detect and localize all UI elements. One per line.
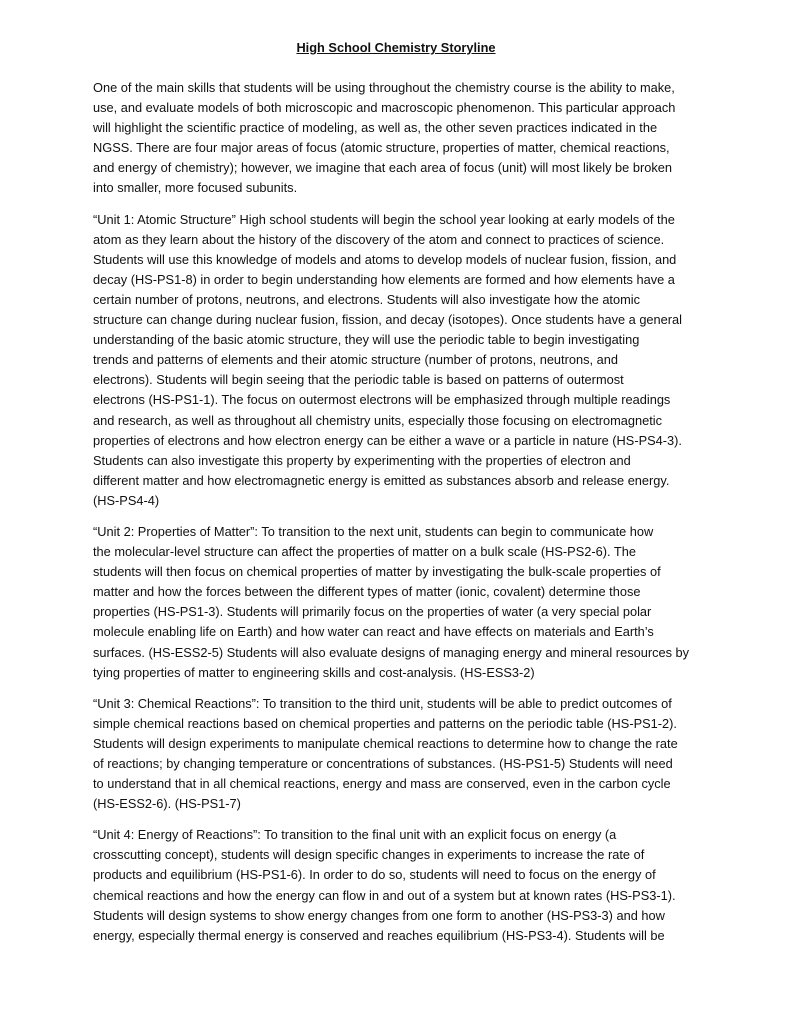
text-line: use, and evaluate models of both microscopic and macroscopic phenomenon. This particular approach: [93, 100, 676, 116]
intro-paragraph: [93, 78, 699, 199]
text-line: students will then focus on chemical properties of matter by investigating the bulk-scale properties of: [93, 564, 661, 580]
text-line: different matter and how electromagnetic energy is emitted as substances absorb and release energy.: [93, 472, 670, 488]
text-line: “Unit 4: Energy of Reactions”: To transition to the final unit with an explicit focus on energy (a: [93, 827, 617, 843]
text-line: electrons). Students will begin seeing that the periodic table is based on patterns of outermost: [93, 372, 624, 388]
text-line: into smaller, more focused subunits.: [93, 180, 298, 196]
text-line: atom as they learn about the history of the discovery of the atom and connect to practices of science.: [93, 231, 665, 247]
text-line: Students will design systems to show energy changes from one form to another (HS-PS3-3) and how: [93, 907, 665, 923]
text-line: surfaces. (HS-ESS2-5) Students will also evaluate designs of managing energy and mineral resources by: [93, 644, 690, 660]
text-line: crosscutting concept), students will design specific changes in experiments to increase the rate of: [93, 847, 645, 863]
text-line: simple chemical reactions based on chemical properties and patterns on the periodic table (HS-PS1-2).: [93, 715, 677, 731]
text-line: understanding of the basic atomic structure, they will use the periodic table to begin investigating: [93, 332, 640, 348]
document-title: High School Chemistry Storyline: [296, 40, 496, 55]
text-line: certain number of protons, neutrons, and electrons. Students will also investigate how the atomic: [93, 291, 641, 307]
text-line: decay (HS-PS1-8) in order to begin understanding how elements are formed and how elements have a: [93, 271, 675, 287]
text-line: energy, especially thermal energy is conserved and reaches equilibrium (HS-PS3-4). Students will be: [93, 927, 665, 943]
unit-2-paragraph: [93, 522, 699, 683]
text-line: matter and how the forces between the different types of matter (ionic, covalent) determine those: [93, 584, 641, 600]
text-line: molecule enabling life on Earth) and how water can react and have effects on materials and Earth’s: [93, 624, 654, 640]
text-line: properties (HS-PS1-3). Students will primarily focus on the properties of water (a very special polar: [93, 604, 652, 620]
text-line: the molecular-level structure can affect the properties of matter on a bulk scale (HS-PS2-6). The: [93, 544, 636, 560]
text-line: of reactions; by changing temperature or concentrations of substances. (HS-PS1-5) Students will need: [93, 756, 673, 771]
text-line: and research, as well as throughout all chemistry units, especially those focusing on electromagnetic: [93, 412, 663, 428]
text-line: Students will design experiments to manipulate chemical reactions to determine how to change the rate: [93, 735, 678, 751]
text-line: Students can also investigate this property by experimenting with the properties of electron and: [93, 452, 631, 468]
text-line: chemical reactions and how the energy can flow in and out of a system but at known rates (HS-PS3-1).: [93, 887, 676, 903]
text-line: products and equilibrium (HS-PS1-6). In order to do so, students will need to focus on the energy of: [93, 867, 656, 883]
text-line: (HS-PS4-4): [93, 492, 160, 508]
text-line: electrons (HS-PS1-1). The focus on outermost electrons will be emphasized through multiple readings: [93, 392, 671, 408]
text-line: will highlight the scientific practice of modeling, as well as, the other seven practices indicated in the: [93, 120, 658, 136]
text-line: NGSS. There are four major areas of focus (atomic structure, properties of matter, chemical reactions,: [93, 140, 670, 156]
text-line: Students will use this knowledge of models and atoms to develop models of nuclear fusion, fission, and: [93, 251, 677, 267]
text-line: tying properties of matter to engineering skills and cost-analysis. (HS-ESS3-2): [93, 664, 535, 680]
unit-1-paragraph: [93, 210, 699, 511]
text-line: to understand that in all chemical reactions, energy and mass are conserved, even in the carbon cycle: [93, 776, 671, 792]
unit-4-paragraph: [93, 825, 699, 946]
text-line: and energy of chemistry); however, we imagine that each area of focus (unit) will most likely be broken: [93, 160, 672, 176]
text-line: trends and patterns of elements and their atomic structure (number of protons, neutrons, and: [93, 352, 618, 368]
text-line: “Unit 1: Atomic Structure” High school students will begin the school year looking at early models of the: [93, 211, 675, 227]
text-line: (HS-ESS2-6). (HS-PS1-7): [93, 796, 241, 812]
text-line: structure can change during nuclear fusion, fission, and decay (isotopes). Once students have a general: [93, 312, 683, 328]
document-page: [93, 38, 699, 957]
text-line: properties of electrons and how electron energy can be either a wave or a particle in nature (HS-PS4-3).: [93, 432, 682, 448]
text-line: “Unit 2: Properties of Matter”: To transition to the next unit, students can begin to communicate how: [93, 523, 654, 539]
text-line: One of the main skills that students will be using throughout the chemistry course is the ability to make,: [93, 80, 675, 95]
text-line: “Unit 3: Chemical Reactions”: To transition to the third unit, students will be able to predict outcomes of: [93, 695, 672, 711]
unit-3-paragraph: [93, 694, 699, 815]
